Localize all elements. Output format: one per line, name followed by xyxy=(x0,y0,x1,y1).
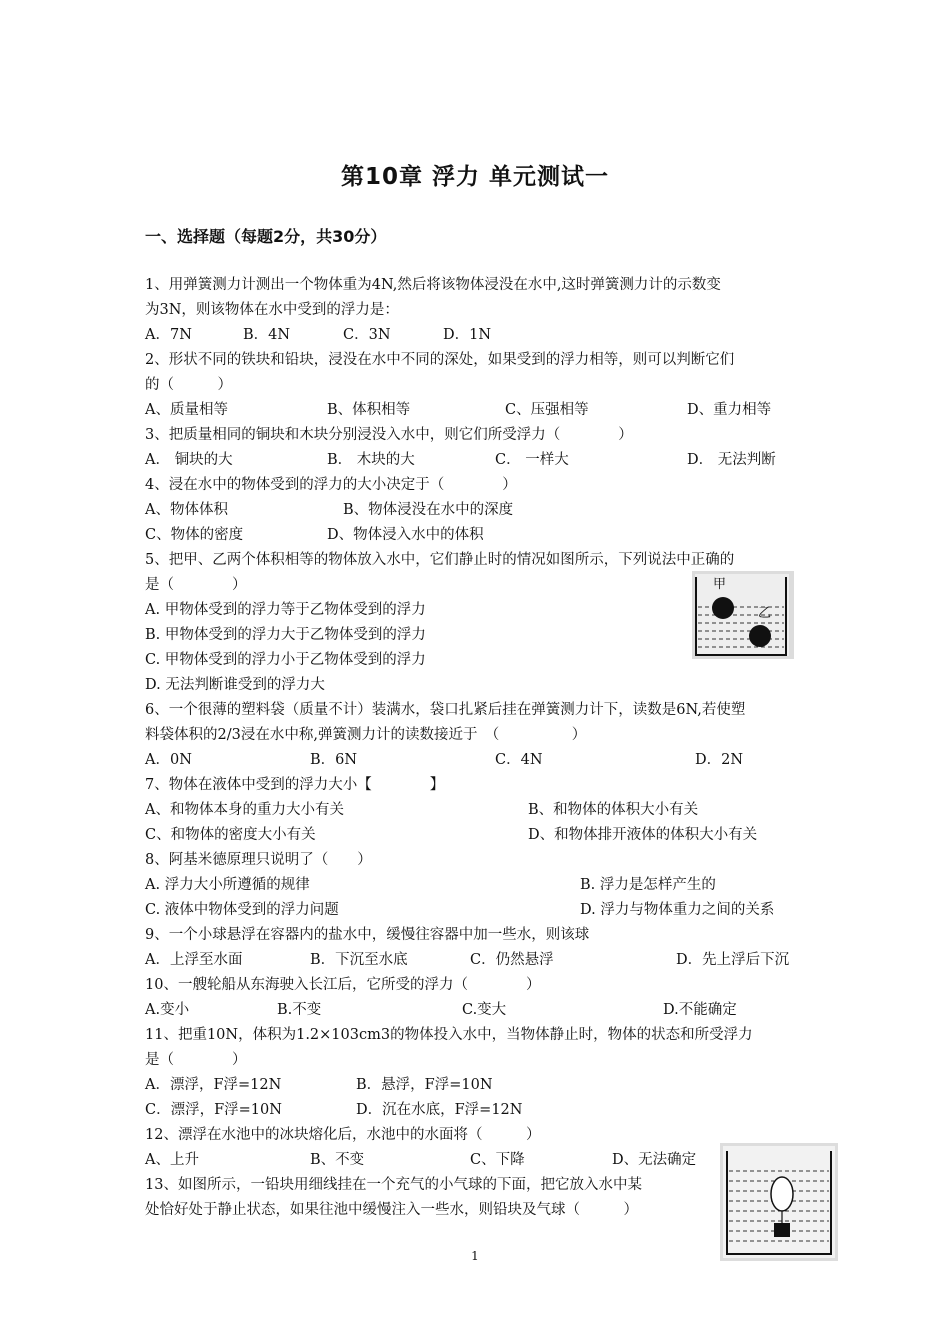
q5-option-b: B. 甲物体受到的浮力大于乙物体受到的浮力 xyxy=(145,627,426,643)
figure-label-jia: 甲 xyxy=(713,577,727,592)
q10-option-c: C.变大 xyxy=(462,1002,507,1018)
q6-option-c: C．4N xyxy=(495,752,543,768)
page-title: 第10章 浮力 单元测试一 xyxy=(340,164,610,190)
q2-option-b: B、体积相等 xyxy=(327,402,411,418)
q9-option-c: C．仍然悬浮 xyxy=(470,952,554,968)
q8-option-b: B. 浮力是怎样产生的 xyxy=(580,877,716,893)
q6-option-d: D．2N xyxy=(695,752,744,768)
q1-option-b: B．4N xyxy=(243,327,291,343)
q6-option-a: A．0N xyxy=(145,752,192,768)
q11-option-a: A．漂浮，F浮=12N xyxy=(145,1077,282,1093)
q12-stem: 12、漂浮在水池中的冰块熔化后，水池中的水面将（ ） xyxy=(145,1127,541,1143)
q2-stem-line2: 的（ ） xyxy=(145,377,232,393)
q3-stem: 3、把质量相同的铜块和木块分别浸没入水中，则它们所受浮力（ ） xyxy=(145,427,633,443)
q8-option-d: D. 浮力与物体重力之间的关系 xyxy=(580,902,775,918)
q11-option-b: B．悬浮，F浮=10N xyxy=(356,1077,493,1093)
q2-option-a: A、质量相等 xyxy=(145,402,228,418)
q5-figure-drawing xyxy=(692,571,794,659)
q1-stem-line1: 1、用弹簧测力计测出一个物体重为4N,然后将该物体浸没在水中,这时弹簧测力计的示数变 xyxy=(145,277,721,293)
q5-figure xyxy=(692,571,794,659)
q4-option-b: B、物体浸没在水中的深度 xyxy=(343,502,514,518)
q13-figure-drawing xyxy=(720,1143,838,1261)
q9-option-a: A．上浮至水面 xyxy=(145,952,243,968)
q1-stem-line2: 为3N，则该物体在水中受到的浮力是： xyxy=(145,302,399,318)
q13-stem-line2: 处恰好处于静止状态，如果往池中缓慢注入一些水，则铅块及气球（ ） xyxy=(145,1202,638,1218)
q3-option-b: B． 木块的大 xyxy=(327,452,415,468)
q9-stem: 9、一个小球悬浮在容器内的盐水中，缓慢往容器中加一些水，则该球 xyxy=(145,927,590,943)
figure-label-yi: 乙 xyxy=(758,606,772,621)
q10-option-a: A.变小 xyxy=(145,1002,190,1018)
q3-option-c: C． 一样大 xyxy=(495,452,569,468)
q2-option-c: C、压强相等 xyxy=(505,402,589,418)
q5-option-c: C. 甲物体受到的浮力小于乙物体受到的浮力 xyxy=(145,652,426,668)
q12-option-a: A、上升 xyxy=(145,1152,199,1168)
q1-option-c: C．3N xyxy=(343,327,391,343)
q5-option-d: D. 无法判断谁受到的浮力大 xyxy=(145,677,325,693)
q6-stem-line1: 6、一个很薄的塑料袋（质量不计）装满水，袋口扎紧后挂在弹簧测力计下，读数是6N,若使塑 xyxy=(145,702,746,718)
q8-stem: 8、阿基米德原理只说明了（ ） xyxy=(145,852,372,868)
q12-option-c: C、下降 xyxy=(470,1152,525,1168)
q11-stem-line1: 11、把重10N，体积为1.2×103cm3的物体投入水中，当物体静止时，物体的状态和所受浮力 xyxy=(145,1027,753,1043)
q7-option-c: C、和物体的密度大小有关 xyxy=(145,827,316,843)
q1-option-a: A．7N xyxy=(145,327,192,343)
q13-figure xyxy=(720,1143,838,1261)
q4-option-d: D、物体浸入水中的体积 xyxy=(327,527,484,543)
q12-option-d: D、无法确定 xyxy=(612,1152,697,1168)
q7-option-d: D、和物体排开液体的体积大小有关 xyxy=(528,827,758,843)
q11-option-d: D．沉在水底，F浮=12N xyxy=(356,1102,523,1118)
q4-option-c: C、物体的密度 xyxy=(145,527,244,543)
q5-stem-line1: 5、把甲、乙两个体积相等的物体放入水中，它们静止时的情况如图所示，下列说法中正确的 xyxy=(145,552,735,568)
q11-option-c: C．漂浮，F浮=10N xyxy=(145,1102,282,1118)
q9-option-b: B．下沉至水底 xyxy=(310,952,408,968)
q5-stem-line2: 是（ ） xyxy=(145,577,247,593)
q10-option-d: D.不能确定 xyxy=(663,1002,737,1018)
page-number: 1 xyxy=(471,1249,479,1263)
q9-option-d: D．先上浮后下沉 xyxy=(676,952,790,968)
q6-stem-line2: 料袋体积的2/3浸在水中称,弹簧测力计的读数接近于 （ ） xyxy=(145,727,587,743)
q10-stem: 10、一艘轮船从东海驶入长江后，它所受的浮力（ ） xyxy=(145,977,541,993)
q13-stem-line1: 13、如图所示，一铅块用细线挂在一个充气的小气球的下面，把它放入水中某 xyxy=(145,1177,642,1193)
q8-option-c: C. 液体中物体受到的浮力问题 xyxy=(145,902,339,918)
q12-option-b: B、不变 xyxy=(310,1152,365,1168)
q4-option-a: A、物体体积 xyxy=(145,502,228,518)
q2-stem-line1: 2、形状不同的铁块和铅块，浸没在水中不同的深处，如果受到的浮力相等，则可以判断它们 xyxy=(145,352,735,368)
q8-option-a: A. 浮力大小所遵循的规律 xyxy=(145,877,310,893)
q11-stem-line2: 是（ ） xyxy=(145,1052,247,1068)
q3-option-a: A． 铜块的大 xyxy=(145,452,233,468)
q1-option-d: D．1N xyxy=(443,327,492,343)
q7-option-a: A、和物体本身的重力大小有关 xyxy=(145,802,344,818)
q3-option-d: D． 无法判断 xyxy=(687,452,776,468)
q2-option-d: D、重力相等 xyxy=(687,402,772,418)
section-heading: 一、选择题（每题2分，共30分） xyxy=(145,227,387,246)
q10-option-b: B.不变 xyxy=(277,1002,322,1018)
q7-option-b: B、和物体的体积大小有关 xyxy=(528,802,699,818)
q4-stem: 4、浸在水中的物体受到的浮力的大小决定于（ ） xyxy=(145,477,517,493)
q5-option-a: A. 甲物体受到的浮力等于乙物体受到的浮力 xyxy=(145,602,426,618)
q6-option-b: B．6N xyxy=(310,752,358,768)
q7-stem: 7、物体在液体中受到的浮力大小【 】 xyxy=(145,777,445,793)
